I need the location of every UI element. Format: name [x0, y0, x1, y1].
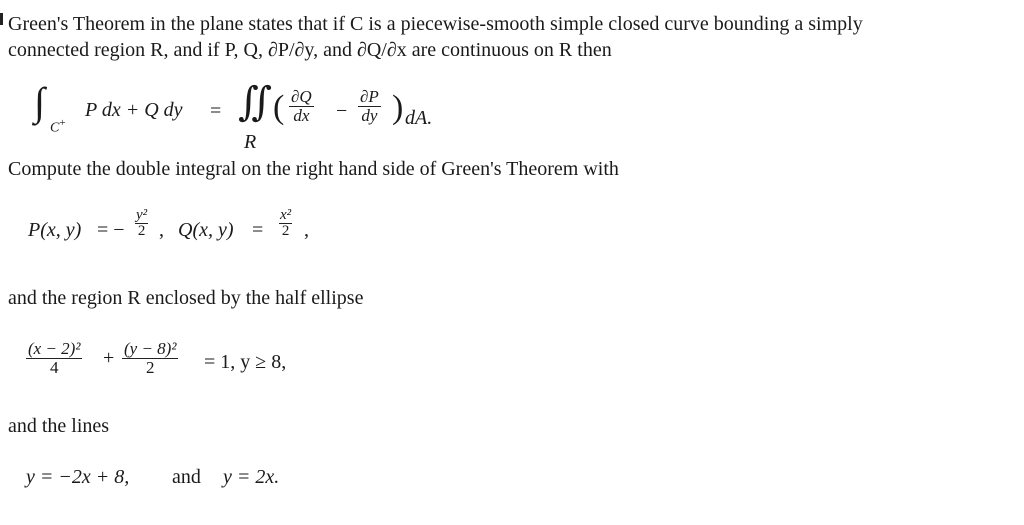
q-function-label: Q(x, y): [178, 219, 234, 241]
left-paren: (: [273, 89, 285, 126]
double-integral-sign: ∬: [238, 79, 273, 124]
contour-label: C+: [50, 117, 66, 136]
comma-after-p: ,: [159, 219, 164, 241]
region-label: R: [244, 131, 257, 153]
intro-line-1: Green's Theorem in the plane states that if C is a piecewise-smooth simple closed curve bounding a simply: [8, 13, 863, 35]
p-fraction: y² 2: [136, 207, 148, 239]
and-connector: and: [172, 466, 201, 488]
intro-line-2: connected region R, and if P, Q, ∂P/∂y, and ∂Q/∂x are continuous on R then: [8, 39, 612, 61]
region-description: and the region R enclosed by the half ellipse: [8, 287, 364, 309]
equals-sign: =: [210, 100, 222, 122]
compute-instruction: Compute the double integral on the right hand side of Green's Theorem with: [8, 158, 619, 180]
line-integral-integrand: P dx + Q dy: [85, 99, 183, 121]
p-equals: = −: [97, 219, 125, 241]
fraction-dp-dy: $\frac{\partial P}{dy}$: [360, 87, 379, 125]
ellipse-fraction-y: $\frac{\text{(y − 8)²}}{2}$: [124, 339, 177, 377]
ellipse-plus: +: [103, 347, 115, 369]
minus-sign: −: [336, 100, 348, 122]
line-equation-b: y = 2x.: [223, 466, 280, 488]
ellipse-fraction-x: $\frac{\text{(x − 2)²}}{4}$: [28, 339, 81, 377]
fraction-dq-dx: $\frac{\partial Q}{dx}$: [291, 87, 312, 125]
line-equation-a: y = −2x + 8,: [26, 466, 130, 488]
right-paren: ): [392, 89, 404, 126]
left-edge-mark: [0, 13, 3, 25]
comma-after-q: ,: [304, 219, 309, 241]
p-function-label: P(x, y): [28, 219, 82, 241]
q-equals: =: [252, 219, 264, 241]
q-fraction: x² 2: [280, 207, 292, 239]
lines-description: and the lines: [8, 415, 110, 437]
line-integral-sign: ∫: [34, 79, 45, 124]
ellipse-rhs: = 1, y ≥ 8,: [204, 351, 287, 373]
area-element: dA.: [405, 107, 433, 129]
